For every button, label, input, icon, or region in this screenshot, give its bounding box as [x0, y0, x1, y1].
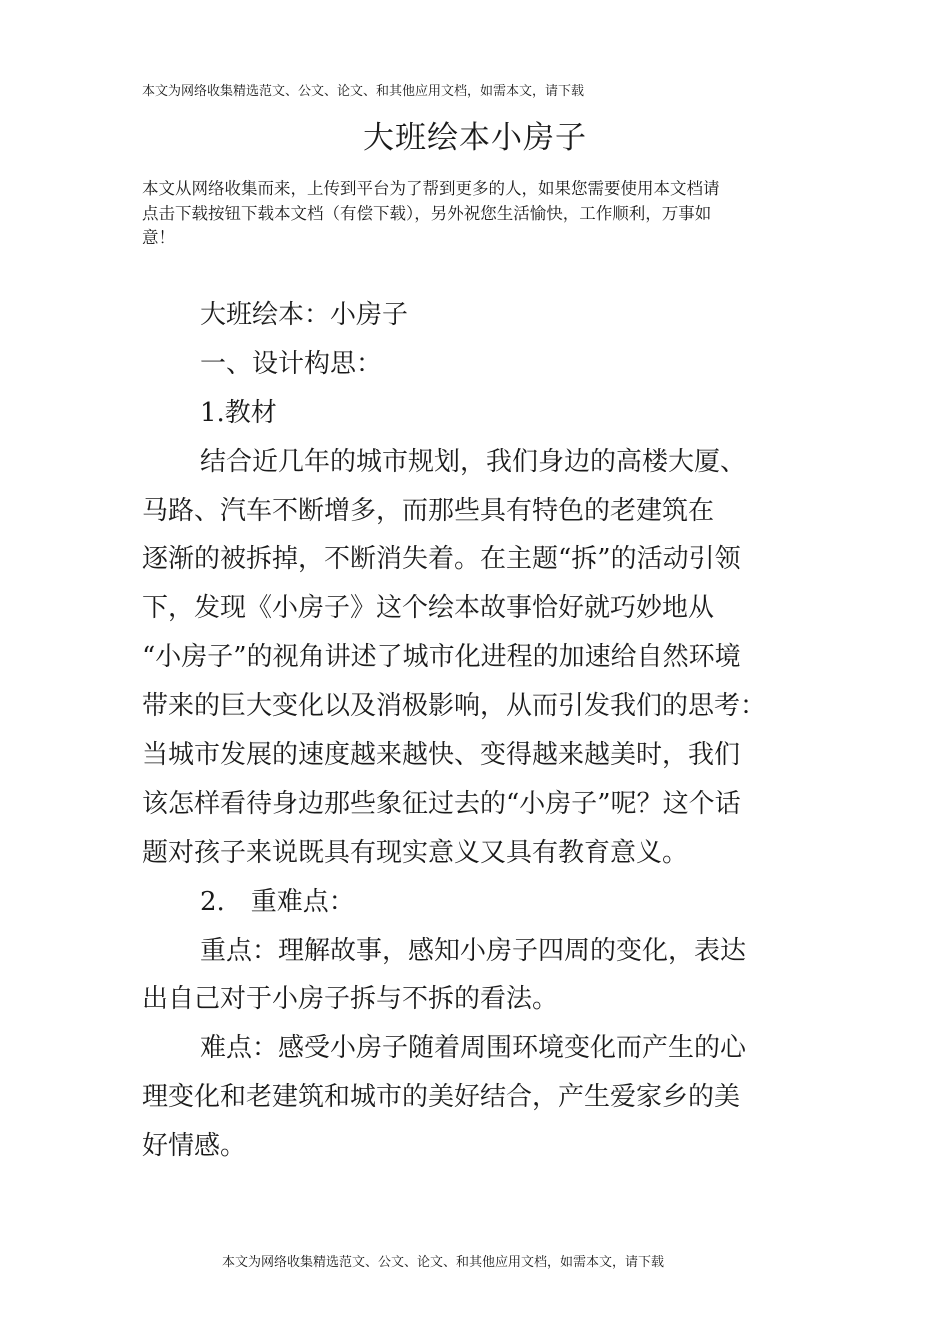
intro-line: 本文从网络收集而来，上传到平台为了帮到更多的人，如果您需要使用本文档请: [142, 179, 720, 198]
body-line: 大班绘本：小房子: [200, 300, 409, 330]
body-line: “小房子”的视角讲述了城市化进程的加速给自然环境: [142, 642, 741, 673]
page-header-notice: 本文为网络收集精选范文、公文、论文、和其他应用文档，如需本文，请下载: [142, 84, 585, 99]
body-line: 重点：理解故事，感知小房子四周的变化，表达: [200, 935, 747, 966]
body-line: 带来的巨大变化以及消极影响，从而引发我们的思考：: [142, 691, 767, 722]
body-line: 下，发现《小房子》这个绘本故事恰好就巧妙地从: [142, 593, 715, 624]
body-line: 2. 重难点：: [200, 886, 355, 917]
body-line: 逐渐的被拆掉，不断消失着。在主题“拆”的活动引领: [142, 544, 741, 575]
body-line: 难点：感受小房子随着周围环境变化而产生的心: [200, 1033, 747, 1064]
intro-line: 点击下载按钮下载本文档（有偿下载），另外祝您生活愉快，工作顺利，万事如: [142, 203, 712, 223]
body-line: 结合近几年的城市规划，我们身边的高楼大厦、: [200, 446, 747, 477]
body-line: 马路、汽车不断增多，而那些具有特色的老建筑在: [142, 495, 715, 526]
body-line: 1.教材: [200, 397, 277, 428]
page-footer-notice: 本文为网络收集精选范文、公文、论文、和其他应用文档，如需本文，请下载: [222, 1255, 665, 1270]
body-line: 当城市发展的速度越来越快、变得越来越美时，我们: [142, 740, 741, 771]
body-line: 好情感。: [142, 1131, 247, 1162]
body-line: 题对孩子来说既具有现实意义又具有教育意义。: [142, 837, 689, 868]
intro-line: 意！: [142, 228, 175, 247]
document-title: 大班绘本小房子: [363, 120, 587, 156]
body-line: 一、设计构思：: [200, 348, 383, 379]
body-line: 出自己对于小房子拆与不拆的看法。: [142, 984, 559, 1015]
body-line: 理变化和老建筑和城市的美好结合，产生爱家乡的美: [142, 1082, 741, 1113]
document-body: [142, 291, 832, 1171]
body-line: 该怎样看待身边那些象征过去的“小房子”呢？这个话: [142, 788, 741, 819]
intro-paragraph: [142, 177, 822, 251]
